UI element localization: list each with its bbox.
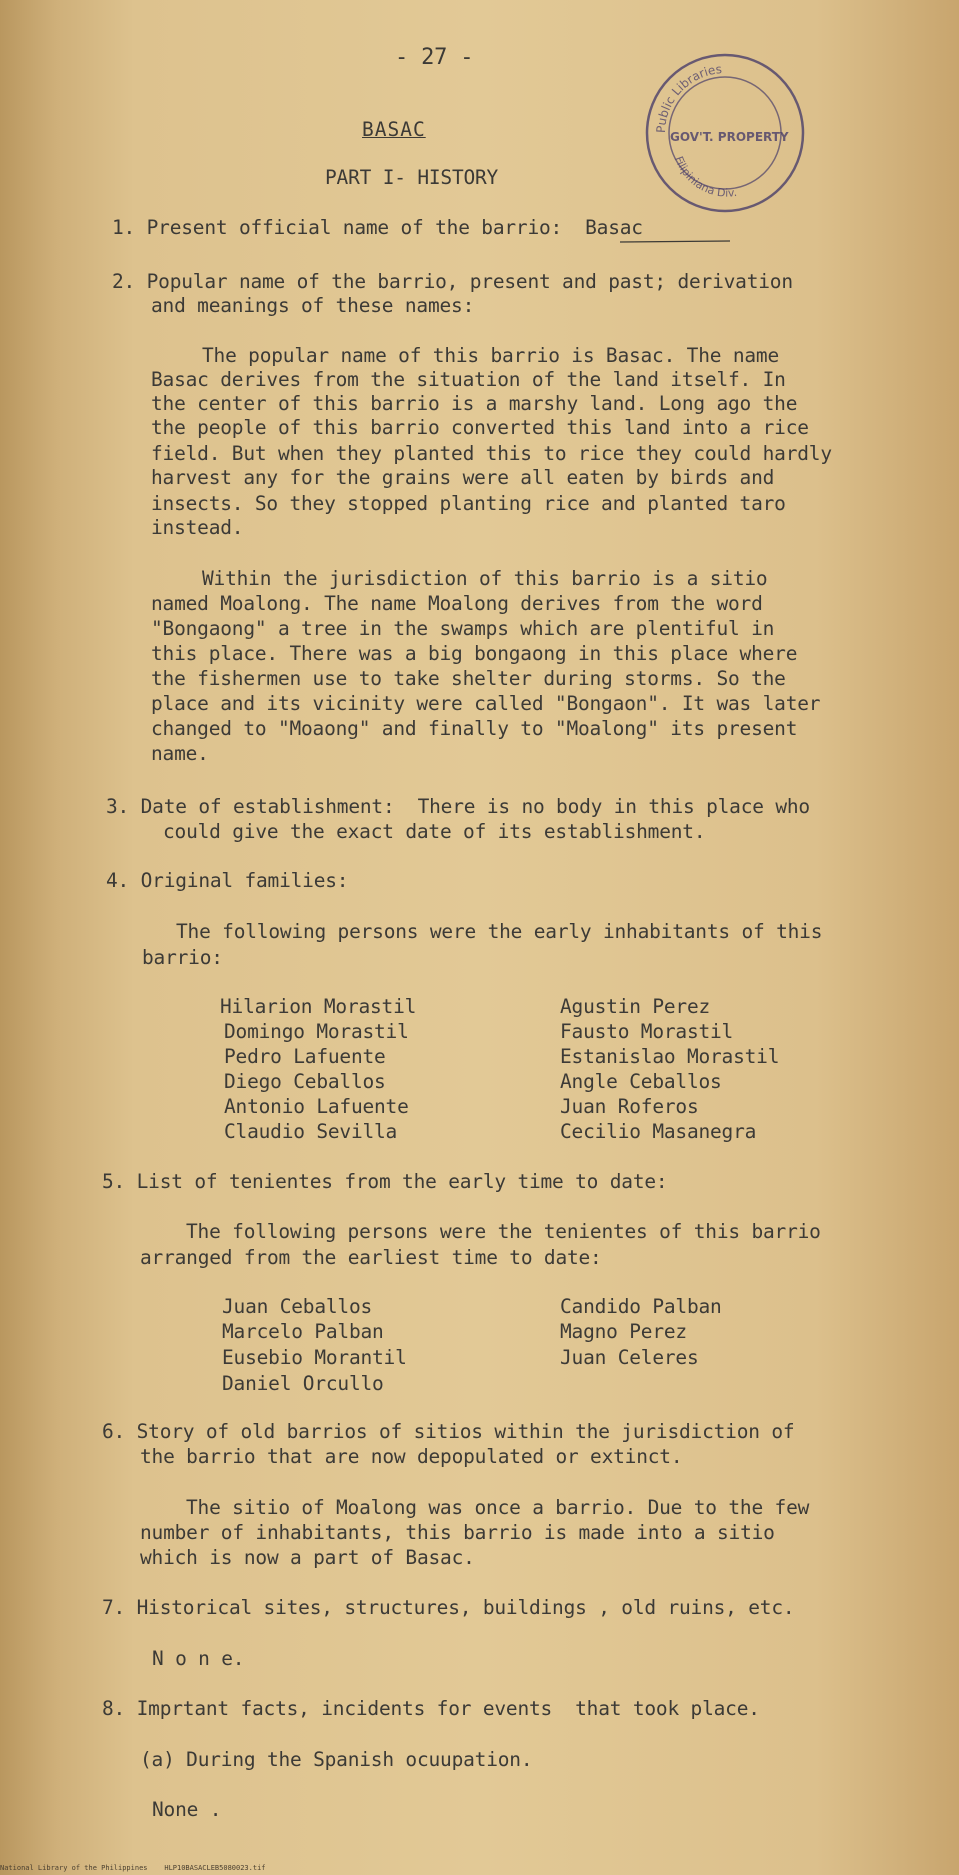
paragraph-line: this place. There was a big bongaong in this place where (151, 642, 798, 665)
paragraph-line: the fishermen use to take shelter during storms. So the (151, 667, 786, 690)
section-subtitle: PART I- HISTORY (325, 166, 499, 189)
stamp-text-mid: GOV'T. PROPERTY (670, 130, 789, 144)
question-3: 3. Date of establishment: There is no body in this place who (106, 795, 810, 818)
question-6-cont: the barrio that are now depopulated or extinct. (140, 1445, 683, 1468)
paragraph-line: Within the jurisdiction of this barrio is a sitio (202, 567, 768, 590)
family-name: Angle Ceballos (560, 1070, 722, 1093)
document-title: BASAC (362, 118, 426, 141)
family-name: Estanislao Morastil (560, 1045, 780, 1068)
paragraph-line: None . (152, 1798, 222, 1821)
stamp-text-bottom: Filipiniana Div. (672, 154, 738, 200)
family-name: Fausto Morastil (560, 1020, 734, 1043)
stamp-text-top: Public Libraries (653, 62, 723, 134)
question-5: 5. List of tenientes from the early time to date: (102, 1170, 668, 1193)
paragraph-line: barrio: (142, 946, 223, 969)
paragraph-line: the people of this barrio converted this land into a rice (151, 416, 809, 439)
teniente-name: Daniel Orcullo (222, 1372, 384, 1395)
paragraph-line: changed to "Moaong" and finally to "Moalong" its present (151, 717, 798, 740)
library-stamp-icon (630, 38, 820, 228)
question-2: 2. Popular name of the barrio, present and past; derivation (112, 270, 793, 293)
family-name: Diego Ceballos (224, 1070, 386, 1093)
paragraph-line: place and its vicinity were called "Bongaon". It was later (151, 692, 821, 715)
paragraph-line: arranged from the earliest time to date: (140, 1246, 602, 1269)
question-2-cont: and meanings of these names: (151, 294, 475, 317)
paragraph-line: number of inhabitants, this barrio is made into a sitio (140, 1521, 775, 1544)
paragraph-line: insects. So they stopped planting rice and planted taro (151, 492, 786, 515)
question-3-cont: could give the exact date of its establishment. (163, 820, 706, 843)
question-4: 4. Original families: (106, 869, 349, 892)
scan-footer: National Library of the Philippines HLP10BASACLEB5080023.tif (0, 1864, 266, 1872)
paragraph-line: N o n e. (152, 1647, 245, 1670)
paragraph-line: The following persons were the early inhabitants of this (176, 920, 823, 943)
teniente-name: Juan Ceballos (222, 1295, 373, 1318)
paragraph-line: harvest any for the grains were all eaten by birds and (151, 466, 775, 489)
teniente-name: Magno Perez (560, 1320, 687, 1343)
teniente-name: Eusebio Morantil (222, 1346, 407, 1369)
teniente-name: Juan Celeres (560, 1346, 699, 1369)
family-name: Antonio Lafuente (224, 1095, 409, 1118)
paragraph-line: The sitio of Moalong was once a barrio. Due to the few (186, 1496, 810, 1519)
question-1: 1. Present official name of the barrio: Basac (112, 216, 643, 239)
paragraph-line: instead. (151, 516, 244, 539)
family-name: Cecilio Masanegra (560, 1120, 757, 1143)
underline-mark (620, 240, 730, 244)
family-name: Juan Roferos (560, 1095, 699, 1118)
page-number: - 27 - (395, 45, 474, 70)
paragraph-line: The popular name of this barrio is Basac. The name (202, 344, 779, 367)
paragraph-line: field. But when they planted this to rice they could hardly (151, 442, 832, 465)
question-7: 7. Historical sites, structures, buildings , old ruins, etc. (102, 1596, 795, 1619)
paragraph-line: which is now a part of Basac. (140, 1546, 475, 1569)
question-8: 8. Imprtant facts, incidents for events that took place. (102, 1697, 760, 1720)
paragraph-line: name. (151, 742, 209, 765)
paragraph-line: The following persons were the tenientes of this barrio (186, 1220, 821, 1243)
question-6: 6. Story of old barrios of sitios within the jurisdiction of (102, 1420, 795, 1443)
paragraph-line: Basac derives from the situation of the land itself. In (151, 368, 786, 391)
question-8a: (a) During the Spanish ocuupation. (140, 1748, 533, 1771)
family-name: Domingo Morastil (224, 1020, 409, 1043)
family-name: Pedro Lafuente (224, 1045, 386, 1068)
paragraph-line: "Bongaong" a tree in the swamps which are plentiful in (151, 617, 775, 640)
teniente-name: Candido Palban (560, 1295, 722, 1318)
teniente-name: Marcelo Palban (222, 1320, 384, 1343)
paragraph-line: named Moalong. The name Moalong derives from the word (151, 592, 763, 615)
family-name: Claudio Sevilla (224, 1120, 398, 1143)
family-name: Hilarion Morastil (220, 995, 417, 1018)
family-name: Agustin Perez (560, 995, 711, 1018)
paragraph-line: the center of this barrio is a marshy land. Long ago the (151, 392, 798, 415)
